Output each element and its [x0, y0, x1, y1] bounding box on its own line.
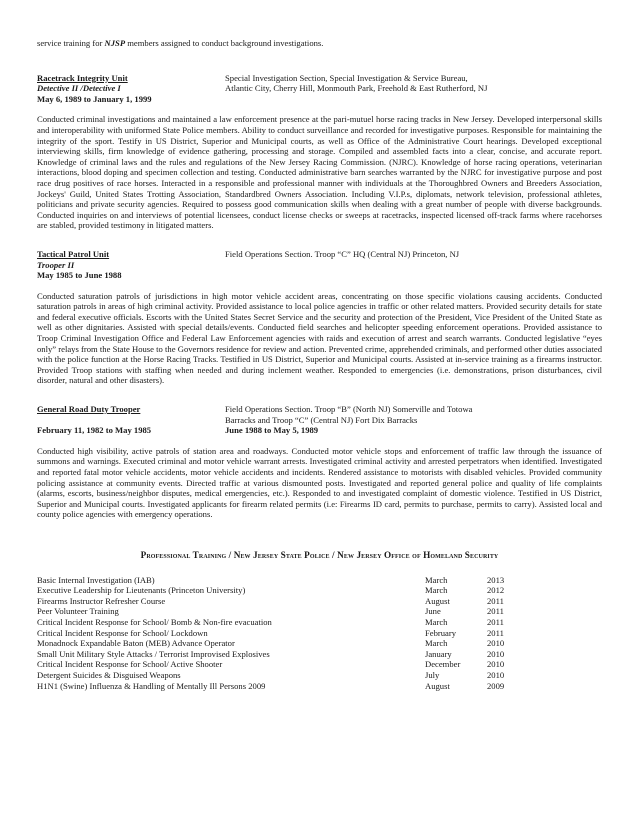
job-unit: Tactical Patrol Unit: [37, 248, 110, 259]
training-list: [37, 575, 602, 692]
training-row: [37, 681, 602, 692]
job-description: Conducted high visibility, active patrols of station area and roadways. Conducted motor vehicle stops and enforcement of traffic law through the issuance of summons and warnings. Executed criminal and motor vehicle warrant arrests. Investigated criminal activity and arrested perpetrators when identified. Investigated and reported fatal motor vehicle accidents, motor vehicle accidents and incidents. Rendered assistance to motorists with disabled vehicles. Provided community policing assistance at community events. Directed traffic at various dismounted posts. Investigated and reported general police and quality of life complaints (alarms, escorts, business/neighbor disputes, medical emergencies, etc.). Responded to and investigated complaint of domestic violence. Testified in US District, Superior and Municipal courts. Investigated applicants for firearm related permits (i.e: Firearms ID card, permits to purchase, permits to carry). Assisted local and county police agencies with emergency operations.: [37, 445, 602, 520]
intro-emphasis: NJSP: [104, 38, 126, 48]
job-dates: February 11, 1982 to May 1985: [37, 425, 152, 436]
training-year: 2011: [487, 627, 504, 638]
training-title: Critical Incident Response for School/ Bomb & Non-fire evacuation: [37, 616, 272, 627]
job-entry-racetrack: [37, 73, 602, 231]
training-month: March: [425, 585, 448, 596]
training-title: Critical Incident Response for School/ Active Shooter: [37, 659, 223, 670]
training-title: H1N1 (Swine) Influenza & Handling of Mentally Ill Persons 2009: [37, 680, 266, 691]
training-title: Monadnock Expandable Baton (MEB) Advance Operator: [37, 638, 235, 649]
training-row: [37, 617, 602, 628]
job-dates: May 1985 to June 1988: [37, 270, 122, 281]
training-month: June: [425, 606, 441, 617]
intro-text: [37, 38, 602, 49]
training-title: Small Unit Military Style Attacks / Terrorist Improvised Explosives: [37, 648, 270, 659]
training-title: Peer Volunteer Training: [37, 606, 119, 617]
job-location-line: Barracks and Troop “C” (Central NJ) Fort Dix Barracks: [225, 414, 418, 425]
training-month: March: [425, 638, 448, 649]
job-entry-tactical: [37, 249, 602, 386]
job-description: Conducted criminal investigations and maintained a law enforcement presence at the pari-mutuel horse racing tracks in New Jersey. Developed interpersonal skills and interoperability with uniformed State Police members. Ability to conduct surveillance and recorded for investigative purposes. Responsible for maintaining the integrity of the sport. Testify in US District, Superior and Municipal courts, as well as Office of the Administrative Court hearings. Developed exceptional interviewing skills, firm knowledge of evidence gathering, processing and storage. Compiled and assembled facts into a clear, concise, and accurate report. Knowledge of criminal laws and the rules and regulations of the New Jersey Racing Commission. (NJRC). Knowledge of horse racing operations, veterinarian interactions, blood doping and specimen collection and testing. Conducted administrative barn searches warranted by the NJRC for investigative purpose and post race drug positives of race horses. Interacted in a responsible and professional manner with individuals at the Thoroughbred Owners and Breeders Association, Jockeys' Guild, United States Trotting Association, Standardbred Owners Association. Including V.I.P.s, diplomats, network television, professional athletes, politicians and private security agencies. Required to possess good communication skills when dealing with a great number of people with diverse backgrounds. Conducted inquiries on and interviews of potential licensees, conduct license checks or sweeps at racetracks, inspected licensed off-track farms where racehorses are stabled, provided testimony in litigated matters.: [37, 114, 602, 231]
training-row: [37, 638, 602, 649]
job-location-line: Field Operations Section. Troop “C” HQ (Central NJ) Princeton, NJ: [225, 248, 460, 259]
job-location-line: Atlantic City, Cherry Hill, Monmouth Park, Freehold & East Rutherford, NJ: [225, 83, 488, 94]
intro-suffix: members assigned to conduct background investigations.: [125, 38, 324, 48]
training-row: [37, 649, 602, 660]
training-title: Critical Incident Response for School/ Lockdown: [37, 627, 208, 638]
training-title: Basic Internal Investigation (IAB): [37, 574, 155, 585]
job-location-line: Special Investigation Section, Special Investigation & Service Bureau,: [225, 72, 468, 83]
job-location-block: [225, 249, 602, 281]
job-location-dates: June 1988 to May 5, 1989: [225, 425, 319, 436]
job-rank: Trooper II: [37, 259, 75, 270]
training-row: [37, 628, 602, 639]
job-location-block: [225, 73, 602, 105]
training-year: 2011: [487, 595, 504, 606]
job-header: [37, 404, 602, 436]
training-year: 2013: [487, 574, 505, 585]
job-title-block: [37, 73, 225, 105]
job-rank: Detective II /Detective I: [37, 83, 121, 94]
job-dates: May 6, 1989 to January 1, 1999: [37, 93, 152, 104]
training-month: August: [425, 595, 450, 606]
training-row: [37, 670, 602, 681]
job-header: [37, 249, 602, 281]
training-row: [37, 575, 602, 586]
training-year: 2011: [487, 616, 504, 627]
training-month: March: [425, 574, 448, 585]
training-month: August: [425, 680, 450, 691]
job-unit: Racetrack Integrity Unit: [37, 72, 128, 83]
training-month: January: [425, 648, 452, 659]
training-year: 2010: [487, 648, 505, 659]
training-month: July: [425, 669, 440, 680]
training-row: [37, 585, 602, 596]
job-title-block: [37, 404, 225, 436]
training-year: 2010: [487, 659, 505, 670]
job-description: Conducted saturation patrols of jurisdictions in high motor vehicle accident areas, concentrating on those specific violations causing accidents. Conducted saturation patrols in areas of high criminal activity. Provided assistance to local police agencies in traffic or other related matters. Provided security details for state and federal executive officials. Escorts with the United States Secret Service and the security and protection of the President, Vice President of the United State as well as other dignitaries. Assisted with special details/events. Conducted field searches and helicopter speeding enforcement operations. Provided assistance to Troop Criminal Investigation Office and Federal Law Enforcement agencies with raids and execution of arrest and search warrants. Conducted legislative “eyes only” relays from the State House to the Governors residence for review and action. Prevented crime, apprehended criminals, and performed other duties associated with the police function at the Horse Racing Tracks. Testified in US District, Superior and Municipal courts. Assisted at in-service training as a firearms instructor. Provided Troop stations with staffing when needed and during inclement weather. Responded to emergencies (i.e. demonstrations, prison disturbances, civil disorder, natural and other disasters).: [37, 290, 602, 386]
training-year: 2012: [487, 585, 505, 596]
training-row: [37, 659, 602, 670]
training-month: February: [425, 627, 457, 638]
training-title: Detergent Suicides & Disguised Weapons: [37, 669, 181, 680]
training-title: Firearms Instructor Refresher Course: [37, 595, 166, 606]
training-month: December: [425, 659, 461, 670]
training-year: 2009: [487, 680, 505, 691]
training-heading: Professional Training / New Jersey State Police / New Jersey Office of Homeland Security: [140, 549, 499, 560]
job-title-block: [37, 249, 225, 281]
job-location-block: [225, 404, 602, 436]
job-location-line: Field Operations Section. Troop “B” (North NJ) Somerville and Totowa: [225, 404, 473, 415]
training-year: 2010: [487, 638, 505, 649]
job-entry-road-duty: [37, 404, 602, 520]
training-year: 2010: [487, 669, 505, 680]
resume-page: [37, 38, 602, 691]
training-month: March: [425, 616, 448, 627]
training-row: [37, 606, 602, 617]
training-row: [37, 596, 602, 607]
job-header: [37, 73, 602, 105]
job-unit: General Road Duty Trooper: [37, 404, 141, 415]
intro-prefix: service training for: [37, 38, 105, 48]
training-title: Executive Leadership for Lieutenants (Princeton University): [37, 585, 246, 596]
training-year: 2011: [487, 606, 504, 617]
